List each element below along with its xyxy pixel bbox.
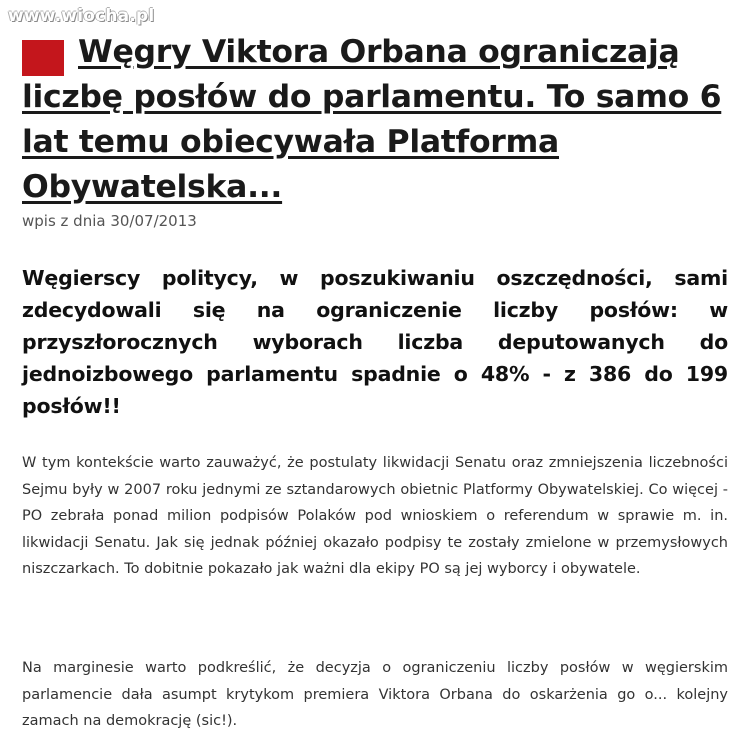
article-header xyxy=(22,30,734,210)
article-title[interactable]: Węgry Viktora Orbana ograniczają liczbę posłów do parlamentu. To samo 6 lat temu obiecywała Platforma Obywatelska... xyxy=(22,34,722,205)
red-square-icon xyxy=(22,40,64,76)
watermark: www.wiocha.pl xyxy=(8,6,155,26)
article-lead: Węgierscy politycy, w poszukiwaniu oszczędności, sami zdecydowali się na ograniczenie liczby posłów: w przyszłorocznych wyborach liczba deputowanych do jednoizbowego parlamentu spadnie o 48% - z 386 do 199 posłów!! xyxy=(22,266,728,418)
article-paragraph: W tym kontekście warto zauważyć, że postulaty likwidacji Senatu oraz zmniejszenia liczebności Sejmu były w 2007 roku jednymi ze sztandarowych obietnic Platformy Obywatelskiej. Co więcej - PO zebrała ponad milion podpisów Polaków pod wnioskiem o referendum w sprawie m. in. likwidacji Senatu. Jak się jednak później okazało podpisy te zostały zmielone w przemysłowych niszczarkach. To dobitnie pokazało jak ważni dla ekipy PO są jej wyborcy i obywatele. xyxy=(22,455,728,578)
article-paragraph: Na marginesie warto podkreślić, że decyzja o ograniczeniu liczby posłów w węgierskim parlamencie dała asumpt krytykom premiera Viktora Orbana do oskarżenia go o... kolejny zamach na demokrację (sic!). xyxy=(22,660,728,730)
post-date: wpis z dnia 30/07/2013 xyxy=(22,212,197,230)
